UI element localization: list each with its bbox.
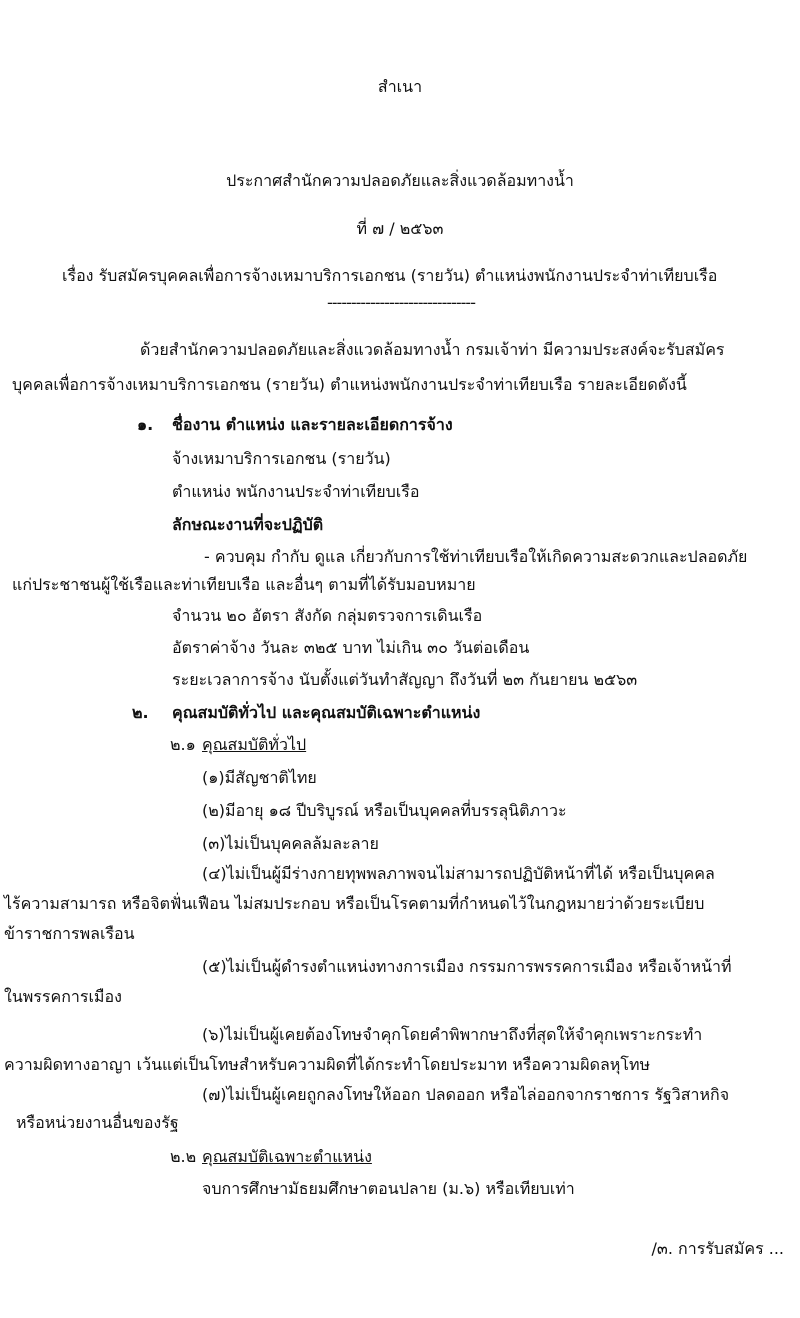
subsection-2-2-text: จบการศึกษามัธยมศึกษาตอนปลาย (ม.๖) หรือเทียบเท่า — [202, 1179, 575, 1198]
qualification-5-line-1: (๕)ไม่เป็นผู้ดำรงตำแหน่งทางการเมือง กรรมการพรรคการเมือง หรือเจ้าหน้าที่ — [202, 957, 732, 976]
subsection-2-2-heading: คุณสมบัติเฉพาะตำแหน่ง — [202, 1147, 372, 1166]
announcement-number: ที่ ๗ / ๒๕๖๓ — [356, 219, 444, 238]
duties-line-1: - ควบคุม กำกับ ดูแล เกี่ยวกับการใช้ท่าเทียบเรือให้เกิดความสะดวกและปลอดภัย — [204, 547, 748, 566]
subsection-2-1-heading: คุณสมบัติทั่วไป — [202, 735, 307, 754]
qualification-4-line-3: ข้าราชการพลเรือน — [4, 924, 135, 943]
qualification-3: (๓)ไม่เป็นบุคคลล้มละลาย — [202, 834, 379, 853]
header-divider: ------------------------------- — [327, 293, 475, 312]
employment-period: ระยะเวลาการจ้าง นับตั้งแต่วันทำสัญญา ถึงวันที่ ๒๓ กันยายน ๒๕๖๓ — [172, 670, 638, 689]
section-2-number: ๒. — [132, 703, 149, 722]
quota: จำนวน ๒๐ อัตรา สังกัด กลุ่มตรวจการเดินเรือ — [172, 606, 483, 625]
job-type: จ้างเหมาบริการเอกชน (รายวัน) — [172, 449, 391, 468]
agency-title: ประกาศสำนักความปลอดภัยและสิ่งแวดล้อมทางน้ำ — [226, 171, 574, 190]
position: ตำแหน่ง พนักงานประจำท่าเทียบเรือ — [172, 482, 420, 501]
subsection-2-2-number: ๒.๒ — [170, 1147, 197, 1166]
qualification-4-line-1: (๔)ไม่เป็นผู้มีร่างกายทุพพลภาพจนไม่สามารถปฏิบัติหน้าที่ได้ หรือเป็นบุคคล — [202, 864, 715, 883]
qualification-6-line-2: ความผิดทางอาญา เว้นแต่เป็นโทษสำหรับความผิดที่ได้กระทำโดยประมาท หรือความผิดลหุโทษ — [4, 1055, 651, 1074]
intro-line-2: บุคคลเพื่อการจ้างเหมาบริการเอกชน (รายวัน) ตำแหน่งพนักงานประจำท่าเทียบเรือ รายละเอียดดังนี้ — [12, 375, 687, 394]
duties-line-2: แก่ประชาชนผู้ใช้เรือและท่าเทียบเรือ และอื่นๆ ตามที่ได้รับมอบหมาย — [12, 575, 476, 594]
duties-heading: ลักษณะงานที่จะปฏิบัติ — [172, 515, 324, 534]
section-1-heading: ชื่องาน ตำแหน่ง และรายละเอียดการจ้าง — [172, 415, 453, 434]
qualification-2: (๒)มีอายุ ๑๘ ปีบริบูรณ์ หรือเป็นบุคคลที่บรรลุนิติภาวะ — [202, 801, 567, 820]
section-2-heading: คุณสมบัติทั่วไป และคุณสมบัติเฉพาะตำแหน่ง — [172, 703, 481, 722]
qualification-4-line-2: ไร้ความสามารถ หรือจิตฟั่นเฟือน ไม่สมประกอบ หรือเป็นโรคตามที่กำหนดไว้ในกฎหมายว่าด้วยระเบียบ — [4, 894, 705, 913]
section-1-number: ๑. — [137, 415, 154, 434]
intro-line-1: ด้วยสำนักความปลอดภัยและสิ่งแวดล้อมทางน้ำ กรมเจ้าท่า มีความประสงค์จะรับสมัคร — [140, 340, 725, 359]
page-continuation: /๓. การรับสมัคร ... — [651, 1239, 784, 1258]
qualification-7-line-2: หรือหน่วยงานอื่นของรัฐ — [16, 1113, 179, 1132]
qualification-5-line-2: ในพรรคการเมือง — [4, 987, 122, 1006]
subsection-2-1-number: ๒.๑ — [170, 735, 196, 754]
qualification-1: (๑)มีสัญชาติไทย — [202, 768, 317, 787]
qualification-7-line-1: (๗)ไม่เป็นผู้เคยถูกลงโทษให้ออก ปลดออก หรือไล่ออกจากราชการ รัฐวิสาหกิจ — [202, 1085, 730, 1104]
wage: อัตราค่าจ้าง วันละ ๓๒๕ บาท ไม่เกิน ๓๐ วันต่อเดือน — [172, 638, 530, 657]
qualification-6-line-1: (๖)ไม่เป็นผู้เคยต้องโทษจำคุกโดยคำพิพากษาถึงที่สุดให้จำคุกเพราะกระทำ — [202, 1025, 703, 1044]
subject-line: เรื่อง รับสมัครบุคคลเพื่อการจ้างเหมาบริการเอกชน (รายวัน) ตำแหน่งพนักงานประจำท่าเทียบเรือ — [62, 266, 718, 285]
copy-label: สำเนา — [377, 77, 423, 96]
